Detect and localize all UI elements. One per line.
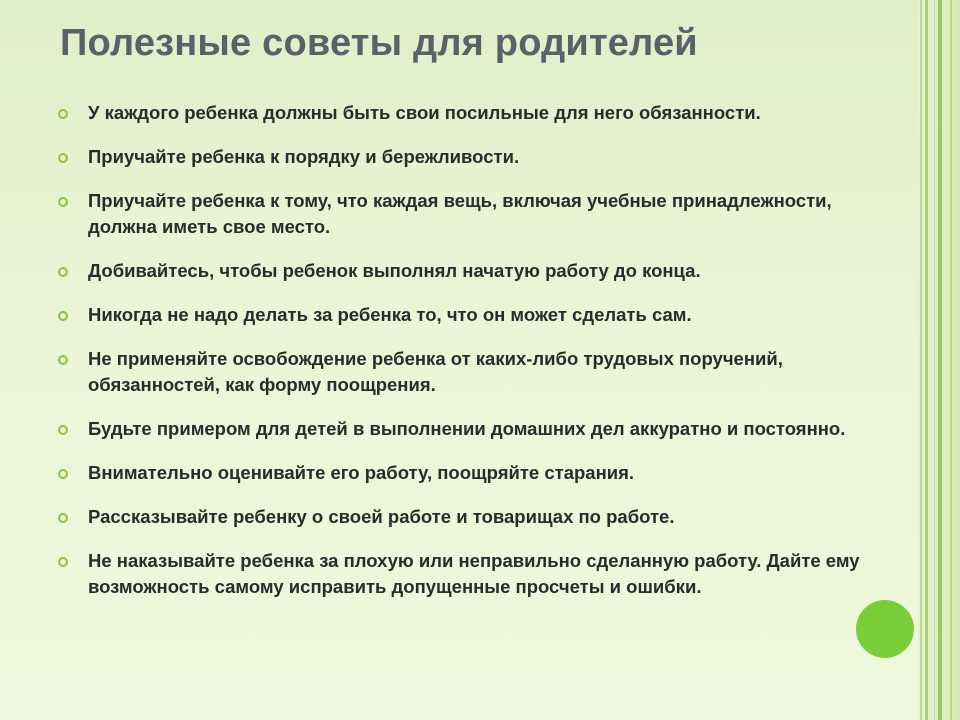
tip-text: Не наказывайте ребенка за плохую или неправильно сделанную работу. Дайте ему возможность самому исправить допущенные просчеты и ошибки. bbox=[88, 550, 860, 597]
tip-text: Никогда не надо делать за ребенка то, что он может сделать сам. bbox=[88, 304, 692, 325]
decorative-stripe bbox=[920, 0, 922, 720]
tip-item bbox=[58, 302, 898, 328]
tip-text: Добивайтесь, чтобы ребенок выполнял начатую работу до конца. bbox=[88, 260, 701, 281]
decorative-green-circle bbox=[856, 600, 914, 658]
bullet-icon bbox=[58, 153, 68, 163]
bullet-icon bbox=[58, 557, 68, 567]
tip-text: Рассказывайте ребенку о своей работе и товарищах по работе. bbox=[88, 506, 675, 527]
bullet-icon bbox=[58, 267, 68, 277]
tip-text: Не применяйте освобождение ребенка от каких-либо трудовых поручений, обязанностей, как форму поощрения. bbox=[88, 348, 783, 395]
bullet-icon bbox=[58, 513, 68, 523]
decorative-stripe bbox=[934, 0, 935, 720]
tip-item bbox=[58, 548, 898, 600]
tips-list bbox=[58, 100, 898, 618]
bullet-icon bbox=[58, 109, 68, 119]
tip-text: Приучайте ребенка к тому, что каждая вещь, включая учебные принадлежности, должна иметь свое место. bbox=[88, 190, 832, 237]
slide-title: Полезные советы для родителей bbox=[60, 22, 698, 64]
decorative-stripe bbox=[938, 0, 942, 720]
tip-item bbox=[58, 258, 898, 284]
tip-text: Приучайте ребенка к порядку и бережливости. bbox=[88, 146, 520, 167]
tip-item bbox=[58, 100, 898, 126]
tip-item bbox=[58, 504, 898, 530]
bullet-icon bbox=[58, 197, 68, 207]
decorative-stripe bbox=[950, 0, 952, 720]
bullet-icon bbox=[58, 311, 68, 321]
tip-item bbox=[58, 460, 898, 486]
tip-item bbox=[58, 188, 898, 240]
tip-item bbox=[58, 144, 898, 170]
bullet-icon bbox=[58, 355, 68, 365]
tip-text: Будьте примером для детей в выполнении домашних дел аккуратно и постоянно. bbox=[88, 418, 846, 439]
tip-item bbox=[58, 346, 898, 398]
tip-text: Внимательно оценивайте его работу, поощряйте старания. bbox=[88, 462, 635, 483]
decorative-stripe bbox=[925, 0, 928, 720]
bullet-icon bbox=[58, 425, 68, 435]
tip-text: У каждого ребенка должны быть свои посильные для него обязанности. bbox=[88, 102, 761, 123]
bullet-icon bbox=[58, 469, 68, 479]
tip-item bbox=[58, 416, 898, 442]
